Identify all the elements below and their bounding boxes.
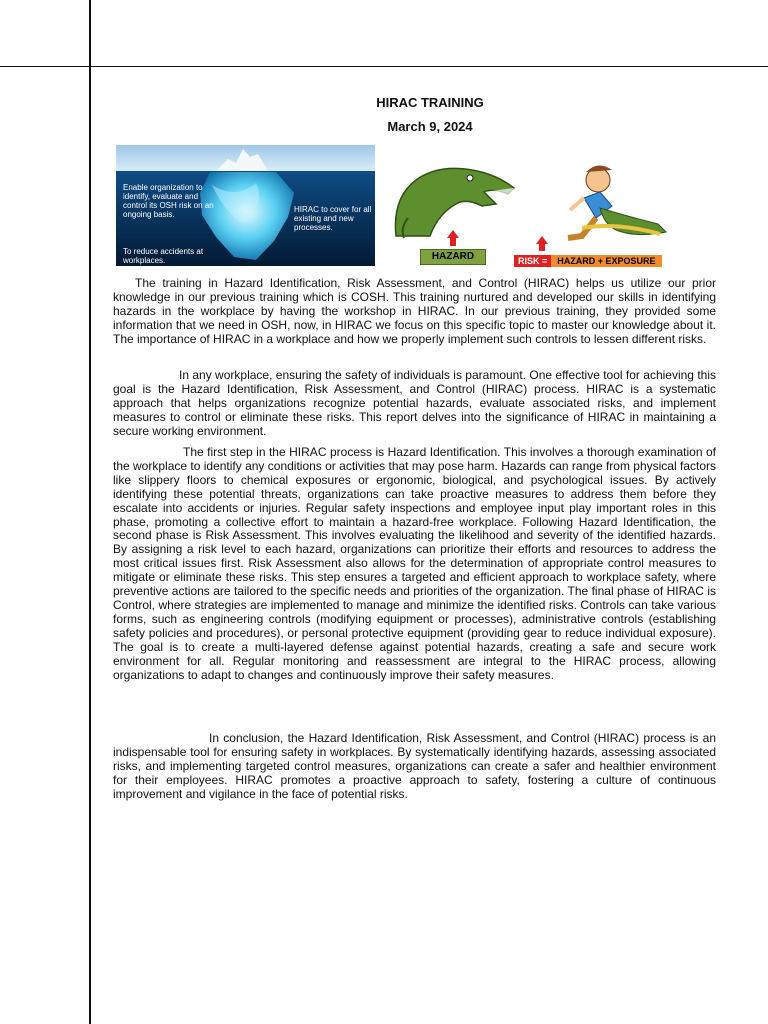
iceberg-caption-bottom-left: To reduce accidents at workplaces. <box>123 247 204 265</box>
paragraph-text: In conclusion, the Hazard Identification, Risk Assessment, and Control (HIRAC) process is an indispensable tool for ensuring safety in workplaces. By systematically identifying hazards, assessing associated risks, and implementing targeted control measures, organizations can create a safer and healthier environment for their employees. HIRAC promotes a proactive approach to safety, fostering a culture of continuous improvement and vigilance in the face of potential risks. <box>113 731 716 801</box>
iceberg-caption-right: HIRAC to cover for all existing and new processes. <box>294 205 372 232</box>
risk-formula-label <box>514 255 662 267</box>
risk-formula: HAZARD + EXPOSURE <box>551 255 661 267</box>
document-date: March 9, 2024 <box>387 119 473 134</box>
margin-box <box>0 0 89 66</box>
paragraph-text: The first step in the HIRAC process is Hazard Identification. This involves a thorough examination of the workplace to identify any conditions or activities that may pose harm. Hazards can range from physical factors like slippery floors to chemical exposures or ergonomic, biological, and psychological issues. By actively identifying these potential threats, organizations can take proactive measures to address them before they escalate into accidents or injuries. Regular safety inspections and employee input play important roles in this phase, promoting a collective effort to maintain a hazard-free workplace. Following Hazard Identification, the second phase is Risk Assessment. This involves evaluating the likelihood and severity of the identified hazards. By assigning a risk level to each hazard, organizations can prioritize their efforts and resources to address the most critical issues first. Risk Assessment also allows for the determination of appropriate control measures to mitigate or eliminate these risks. This step ensures a targeted and efficient approach to workplace safety, where preventive actions are tailored to the specific needs and priorities of the organization. The final phase of HIRAC is Control, where strategies are implemented to manage and minimize the identified risks. Controls can take various forms, such as engineering controls (modifying equipment or processes), administrative controls (establishing safety policies and procedures), or personal protective equipment (providing gear to reduce individual exposure). The goal is to create a multi-layered defense against potential hazards, creating a safe and secure work environment for all. Regular monitoring and reassessment are integral to the HIRAC process, allowing organizations to adapt to changes and continuously improve their safety measures. <box>113 445 716 682</box>
crocodile-icon <box>395 168 514 238</box>
person-attacked-icon <box>568 165 666 238</box>
paragraph-process <box>113 446 716 682</box>
paragraph-conclusion <box>113 732 716 802</box>
paragraph-text: The training in Hazard Identification, Risk Assessment, and Control (HIRAC) helps us utilize our prior knowledge in our previous training which is COSH. This training nurtured and developed our skills in identifying hazards in the workplace by having the workshop in HIRAC. In our previous training, they provided some information that we need in OSH, now, in HIRAC we focus on this specific topic to master our knowledge about it. The importance of HIRAC in a workplace and how we properly implement such controls to lessen different risks. <box>113 276 716 346</box>
paragraph-text: In any workplace, ensuring the safety of individuals is paramount. One effective tool for achieving this goal is the Hazard Identification, Risk Assessment, and Control (HIRAC) process. HIRAC is a systematic approach that helps organizations recognize potential hazards, evaluate associated risks, and implement measures to control or eliminate these risks. This report delves into the significance of HIRAC in maintaining a secure working environment. <box>113 368 716 438</box>
risk-label: RISK = <box>514 255 551 267</box>
paragraph-importance <box>113 369 716 439</box>
iceberg-caption-top-left: Enable organization to identify, evaluate and control its OSH risk on an ongoing basis. <box>123 183 214 219</box>
margin-rule-horizontal <box>0 66 768 67</box>
hazard-label: HAZARD <box>420 249 486 265</box>
hazard-risk-cartoon <box>386 158 686 270</box>
margin-rule-vertical <box>89 0 91 1024</box>
paragraph-intro <box>113 277 716 347</box>
iceberg-image <box>116 145 375 266</box>
document-title: HIRAC TRAINING <box>376 95 484 110</box>
